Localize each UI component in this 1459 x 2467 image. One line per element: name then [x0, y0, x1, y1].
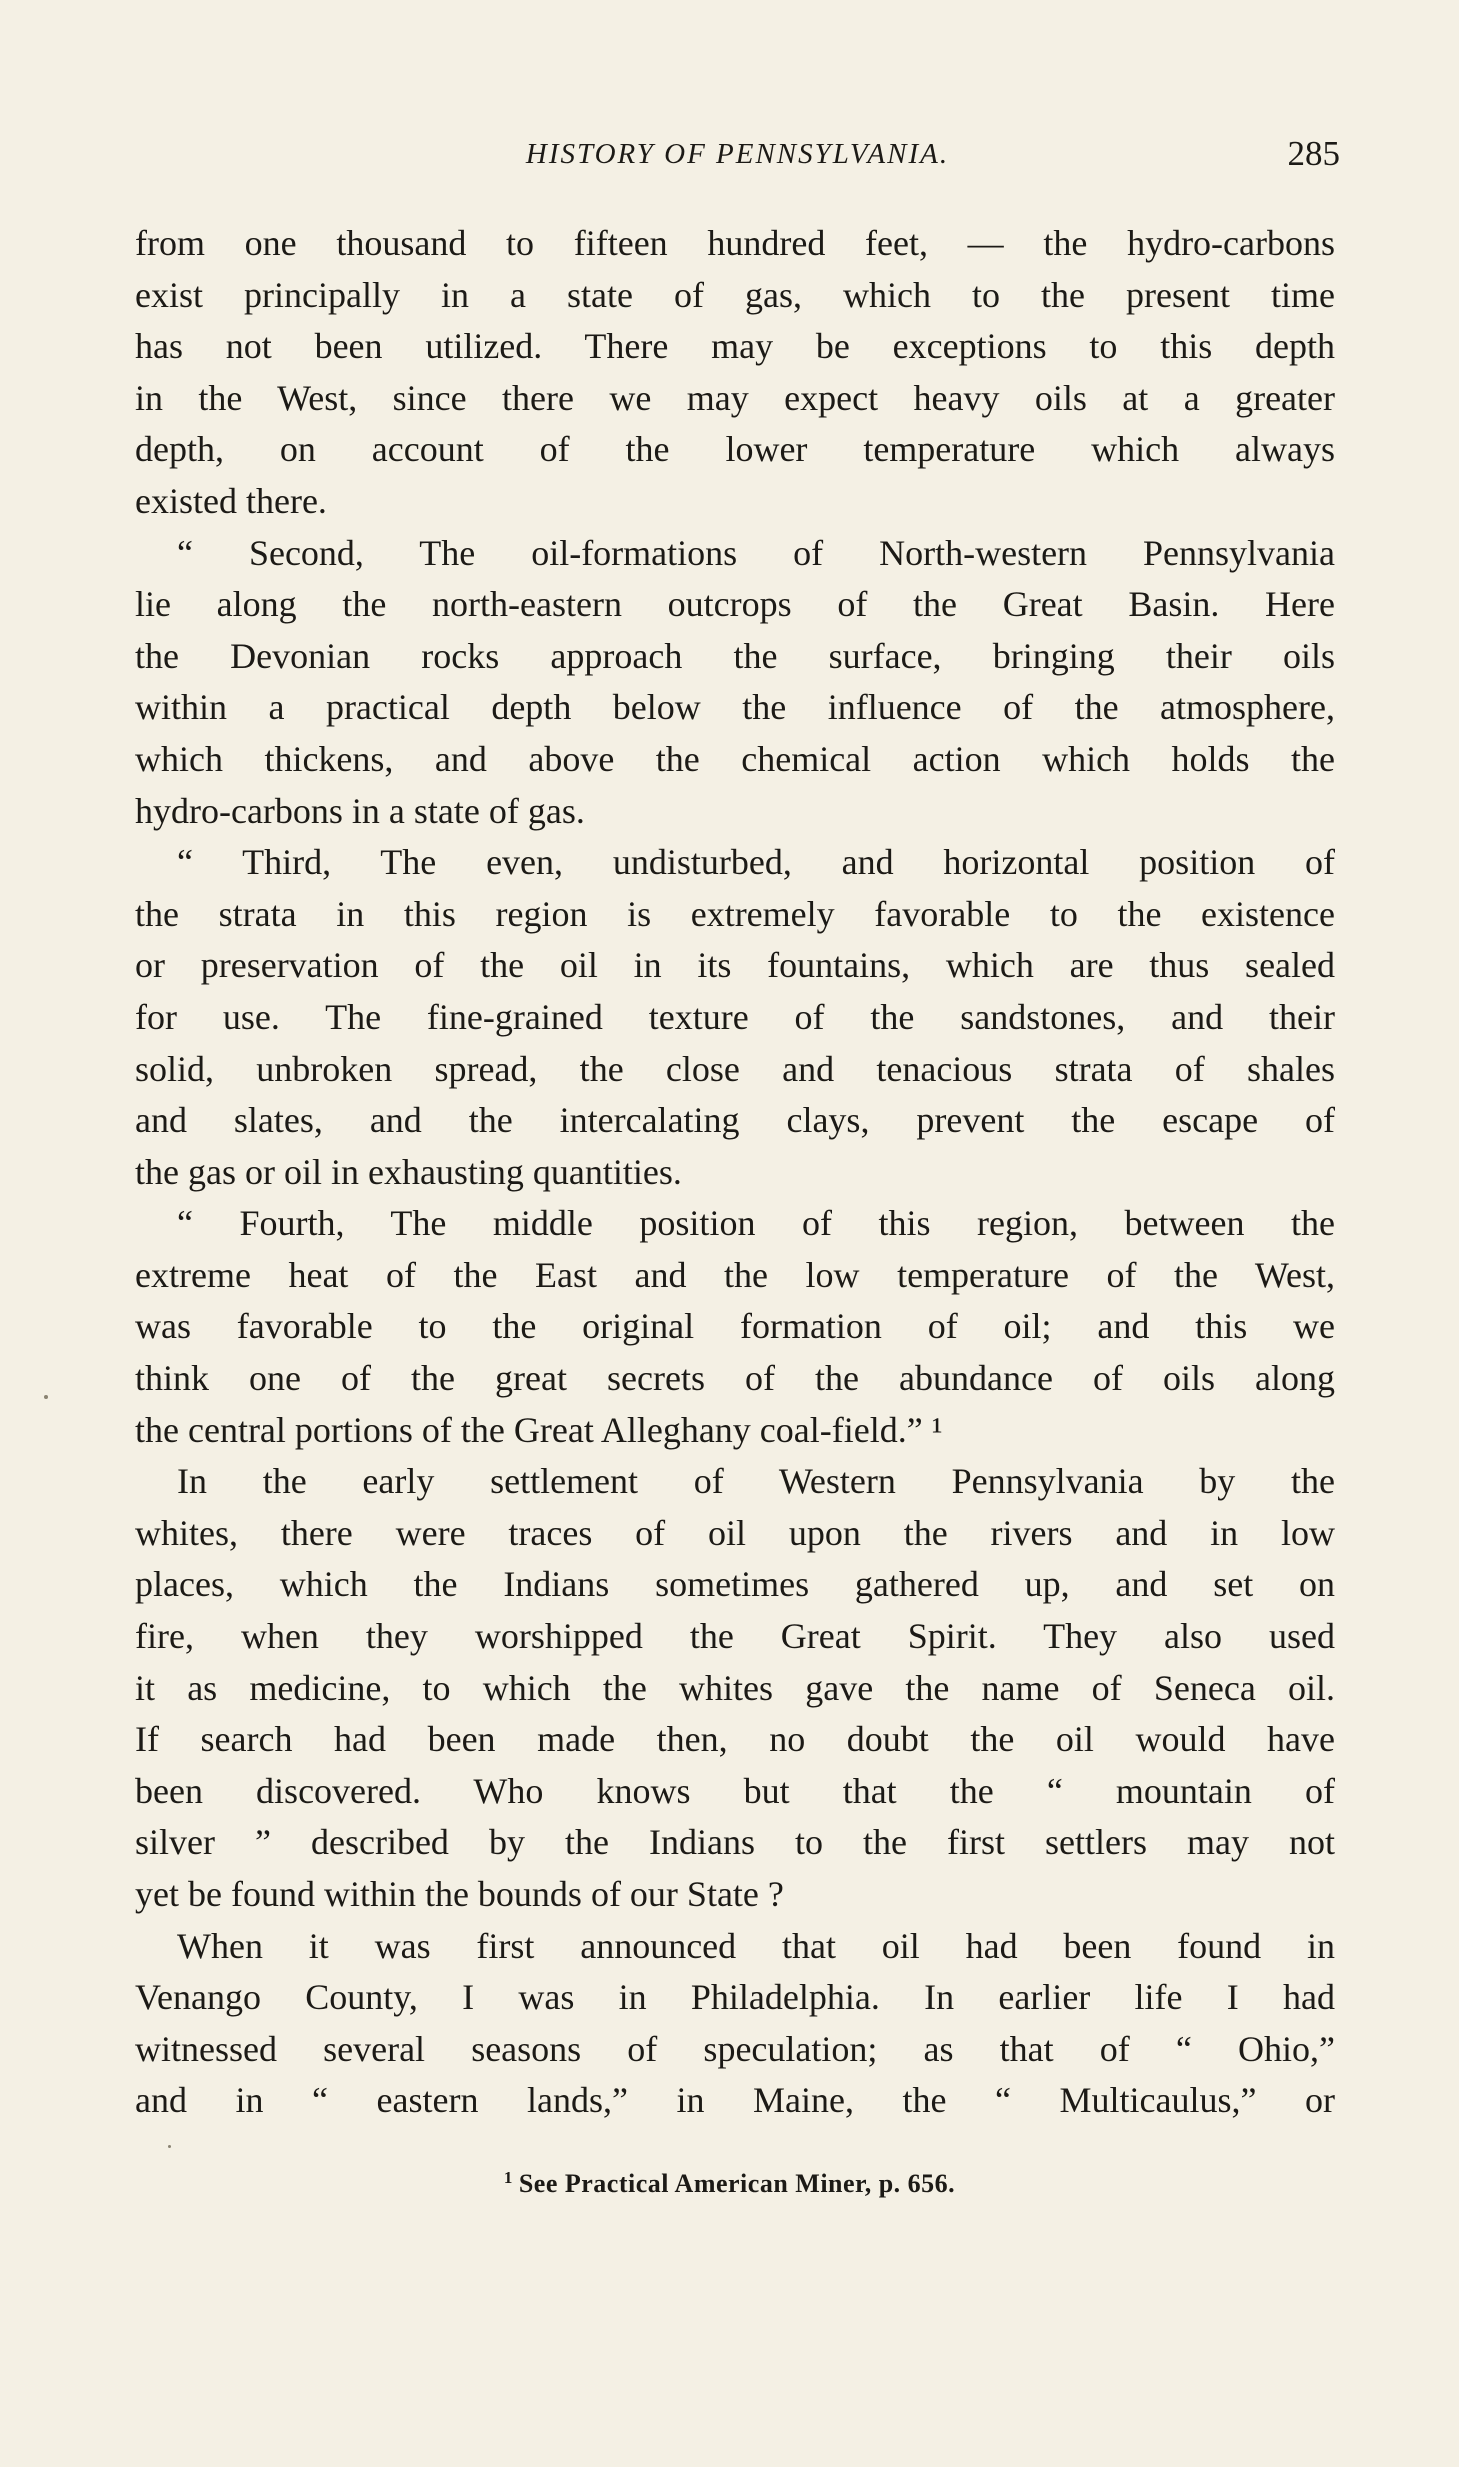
text-line: lie along the north-eastern outcrops of the Great Basin. Here	[135, 584, 1335, 625]
text-line: fire, when they worshipped the Great Spirit. They also used	[135, 1616, 1335, 1657]
text-line: has not been utilized. There may be exceptions to this depth	[135, 326, 1335, 367]
text-line: which thickens, and above the chemical action which holds the	[135, 738, 1335, 779]
page-number: 285	[1287, 134, 1340, 173]
text-line: “ Fourth, The middle position of this region, between the	[177, 1203, 1335, 1244]
text-line: think one of the great secrets of the abundance of oils along	[135, 1358, 1335, 1399]
text-line: solid, unbroken spread, the close and tenacious strata of shales	[135, 1048, 1335, 1089]
text-line: been discovered. Who knows but that the “ mountain of	[135, 1770, 1335, 1811]
running-title: HISTORY OF PENNSYLVANIA.	[525, 138, 950, 170]
text-line: exist principally in a state of gas, which to the present time	[135, 274, 1335, 315]
text-line: was favorable to the original formation of oil; and this we	[135, 1306, 1335, 1347]
text-line: existed there.	[135, 480, 327, 521]
text-line: in the West, since there we may expect heavy oils at a greater	[135, 377, 1335, 418]
text-line: and in “ eastern lands,” in Maine, the “ Multicaulus,” or	[135, 2080, 1335, 2121]
text-line: “ Second, The oil-formations of North-western Pennsylvania	[177, 532, 1335, 573]
text-line: for use. The fine-grained texture of the sandstones, and their	[135, 996, 1335, 1037]
text-line: In the early settlement of Western Pennsylvania by the	[177, 1461, 1335, 1502]
text-line: places, which the Indians sometimes gathered up, and set on	[135, 1564, 1335, 1605]
text-line: or preservation of the oil in its fountains, which are thus sealed	[135, 945, 1335, 986]
footnote-text: See Practical American Miner, p. 656.	[518, 2169, 956, 2198]
text-line: hydro-carbons in a state of gas.	[135, 790, 585, 831]
text-line: When it was first announced that oil had been found in	[177, 1925, 1335, 1966]
text-line: from one thousand to fifteen hundred feet, — the hydro-carbons	[135, 223, 1335, 263]
body-text	[135, 218, 1335, 2127]
page-header	[135, 134, 1340, 188]
text-line: within a practical depth below the influence of the atmosphere,	[135, 687, 1335, 728]
paper-speck	[168, 2145, 171, 2148]
text-line: it as medicine, to which the whites gave the name of Seneca oil.	[135, 1667, 1335, 1708]
text-line: witnessed several seasons of speculation; as that of “ Ohio,”	[135, 2028, 1335, 2069]
text-line: depth, on account of the lower temperature which always	[135, 429, 1335, 470]
text-line: the central portions of the Great Alleghany coal-field.” ¹	[135, 1409, 943, 1450]
text-line: the strata in this region is extremely favorable to the existence	[135, 893, 1335, 934]
text-line: silver ” described by the Indians to the first settlers may not	[135, 1822, 1335, 1863]
text-line: “ Third, The even, undisturbed, and horizontal position of	[177, 842, 1335, 883]
text-line: the Devonian rocks approach the surface, bringing their oils	[135, 635, 1335, 676]
footnote	[0, 2168, 1459, 2199]
text-line: extreme heat of the East and the low temperature of the West,	[135, 1254, 1335, 1295]
text-line: If search had been made then, no doubt the oil would have	[135, 1719, 1335, 1760]
text-line: and slates, and the intercalating clays, prevent the escape of	[135, 1100, 1335, 1141]
text-line: whites, there were traces of oil upon the rivers and in low	[135, 1512, 1335, 1553]
text-line: Venango County, I was in Philadelphia. In earlier life I had	[135, 1977, 1335, 2018]
paper-speck	[44, 1395, 48, 1399]
text-line: yet be found within the bounds of our State ?	[135, 1874, 784, 1914]
text-line: the gas or oil in exhausting quantities.	[135, 1151, 682, 1192]
footnote-mark: 1	[503, 2168, 513, 2187]
